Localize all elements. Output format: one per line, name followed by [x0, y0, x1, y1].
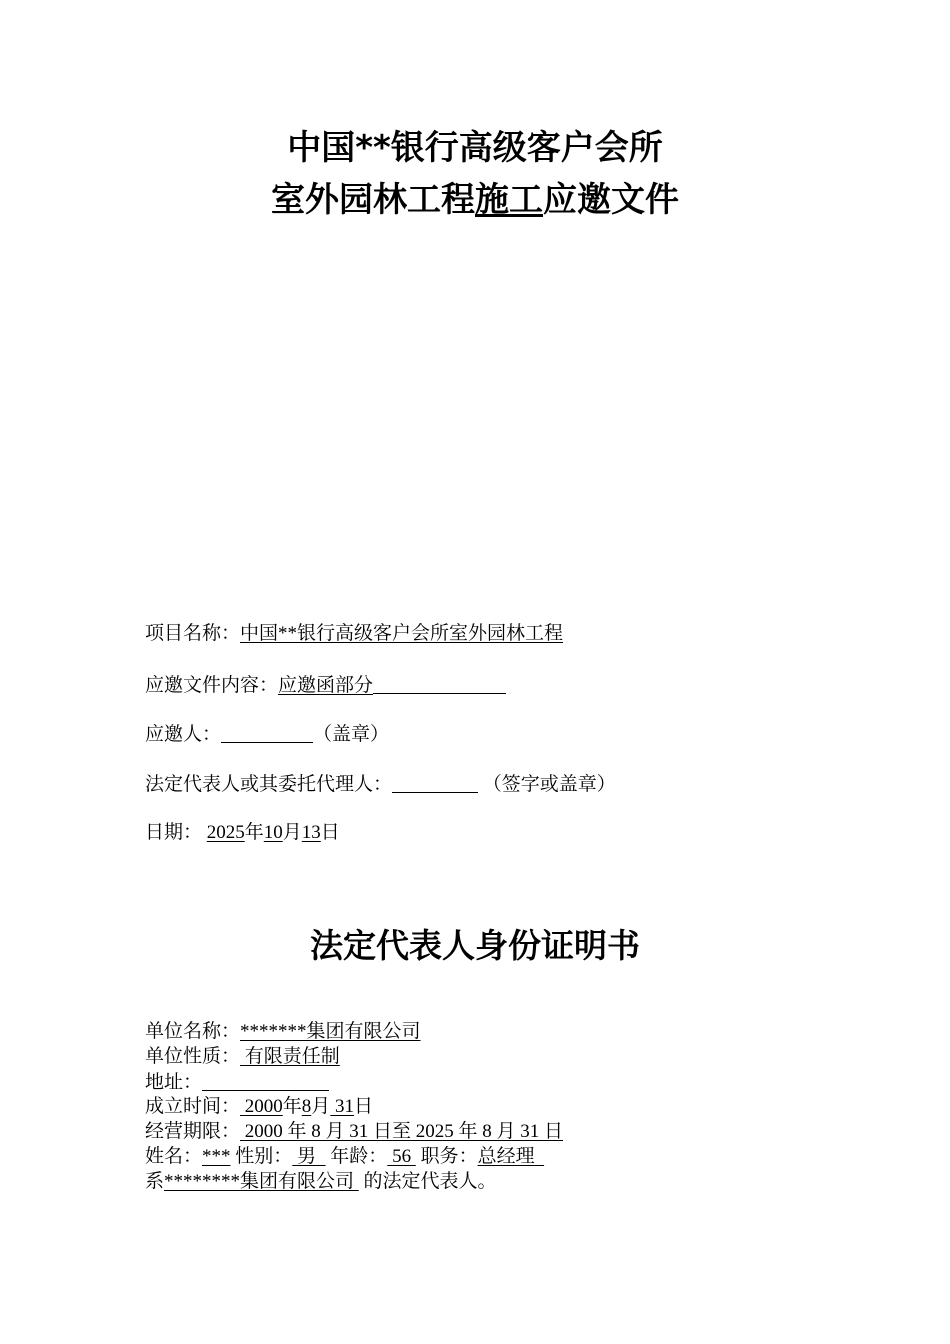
content-blank — [373, 673, 506, 694]
relation-company: ********集团有限公司 — [164, 1171, 355, 1192]
founded-year: 2000 — [244, 1096, 283, 1117]
unit-type-label: 单位性质： — [145, 1046, 241, 1067]
title-part-c: 应邀文件 — [543, 180, 679, 220]
position-label: 职务： — [420, 1146, 478, 1167]
unit-type-row — [145, 1045, 340, 1070]
project-name-value: 中国**银行高级客户会所室外园林工程 — [240, 623, 564, 644]
date-year-unit: 年 — [244, 822, 264, 843]
relation-row — [145, 1170, 497, 1195]
founded-year-unit: 年 — [282, 1096, 302, 1117]
date-year: 2025 — [206, 822, 245, 843]
term-row — [145, 1120, 563, 1145]
representative-row — [145, 772, 616, 797]
content-value: 应邀函部分 — [278, 675, 374, 696]
content-row — [145, 673, 506, 698]
gender-label: 性别： — [235, 1146, 293, 1167]
address-row — [145, 1070, 329, 1096]
bidder-label: 应邀人： — [145, 724, 222, 745]
age-value: 56 — [392, 1146, 412, 1167]
project-name-label: 项目名称： — [145, 623, 241, 644]
bidder-suffix: （盖章） — [313, 724, 390, 745]
founded-day: 31 — [335, 1096, 355, 1117]
document-title-line1: 中国**银行高级客户会所 — [287, 128, 663, 168]
document-title-line2 — [0, 180, 950, 220]
relation-suffix: 的法定代表人。 — [363, 1171, 497, 1192]
content-label: 应邀文件内容： — [145, 675, 279, 696]
title-part-b: 施工 — [475, 180, 543, 220]
project-name-row — [145, 622, 563, 646]
term-label: 经营期限： — [145, 1121, 241, 1142]
founded-month: 8 — [301, 1096, 312, 1117]
unit-name-row — [145, 1020, 421, 1045]
date-label: 日期： — [145, 822, 203, 843]
date-day: 13 — [301, 822, 321, 843]
position-value: 总经理 — [477, 1146, 535, 1167]
title-part-a: 室外园林工程 — [271, 180, 475, 220]
representative-label: 法定代表人或其委托代理人： — [145, 774, 393, 795]
bidder-blank — [221, 722, 313, 743]
date-row — [145, 821, 340, 845]
name-label: 姓名： — [145, 1146, 203, 1167]
founded-row — [145, 1095, 373, 1120]
date-day-unit: 日 — [320, 822, 340, 843]
address-blank — [202, 1070, 329, 1091]
gender-value: 男 — [297, 1146, 317, 1167]
representative-suffix: （签字或盖章） — [482, 774, 616, 795]
certificate-title: 法定代表人身份证明书 — [310, 926, 640, 965]
relation-prefix: 系 — [145, 1171, 165, 1192]
founded-day-unit: 日 — [354, 1096, 374, 1117]
address-label: 地址： — [145, 1072, 203, 1093]
name-value: *** — [202, 1146, 231, 1167]
founded-month-unit: 月 — [311, 1096, 331, 1117]
person-row — [145, 1145, 544, 1170]
unit-name-value: *******集团有限公司 — [240, 1021, 421, 1042]
founded-label: 成立时间： — [145, 1096, 241, 1117]
representative-blank — [392, 772, 478, 793]
unit-name-label: 单位名称： — [145, 1021, 241, 1042]
term-value: 2000 年 8 月 31 日至 2025 年 8 月 31 日 — [244, 1121, 564, 1142]
unit-type-value: 有限责任制 — [244, 1046, 340, 1067]
bidder-row — [145, 722, 389, 747]
date-month: 10 — [263, 822, 283, 843]
age-label: 年龄： — [330, 1146, 388, 1167]
date-month-unit: 月 — [282, 822, 302, 843]
